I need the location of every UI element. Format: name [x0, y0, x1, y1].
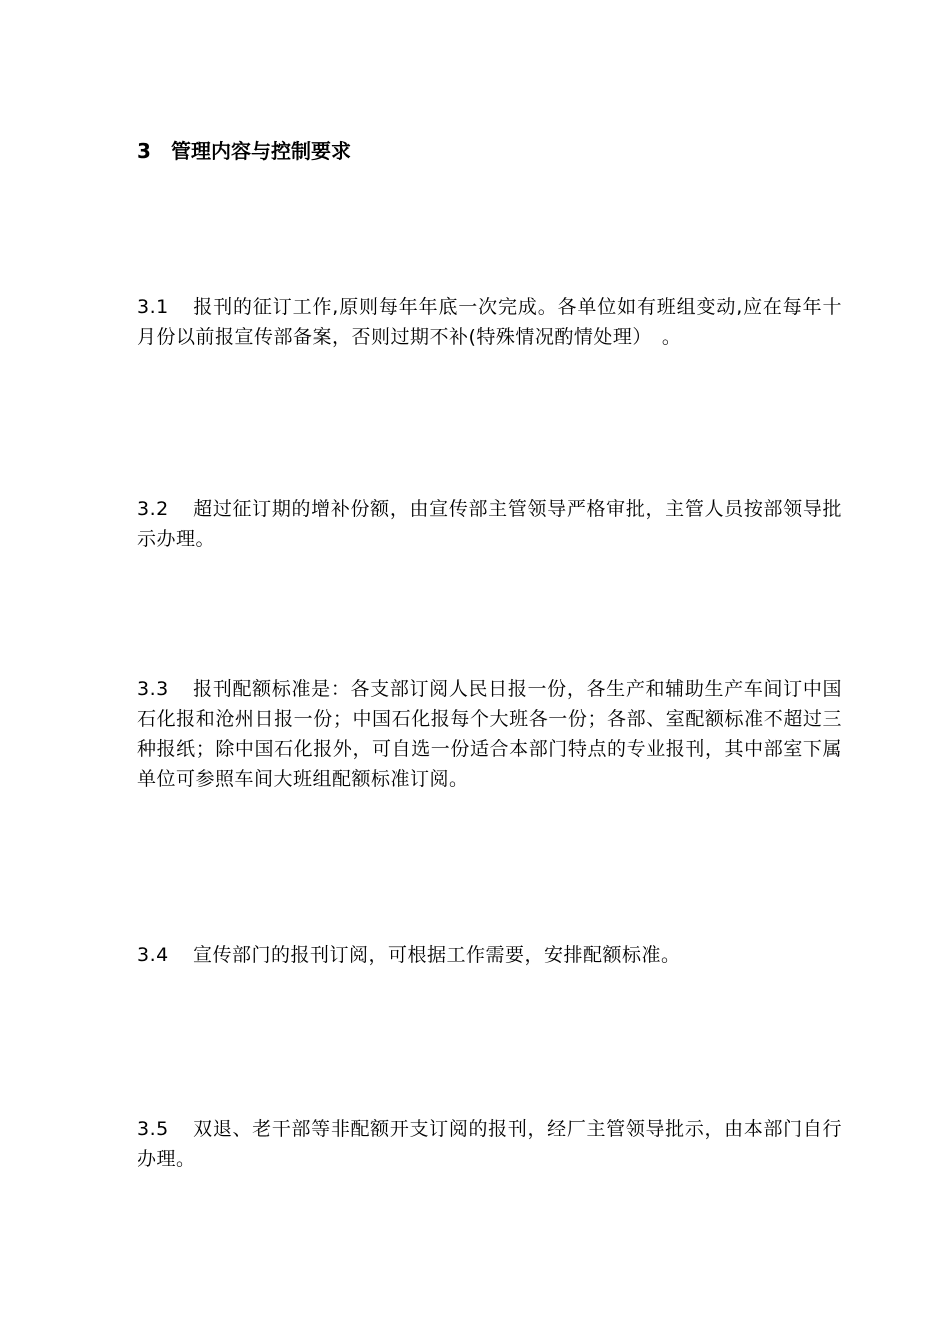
clause-number: 3.1 — [137, 296, 169, 318]
section-heading — [137, 136, 351, 166]
section-title: 管理内容与控制要求 — [171, 139, 351, 163]
clause-text: 报刊的征订工作,原则每年年底一次完成。各单位如有班组变动,应在每年十月份以前报宣传部备案，否则过期不补(特殊情况酌情处理） 。 — [137, 296, 842, 348]
clause-number: 3.4 — [137, 944, 169, 966]
clause-text: 报刊配额标准是：各支部订阅人民日报一份，各生产和辅助生产车间订中国石化报和沧州日报一份；中国石化报每个大班各一份；各部、室配额标准不超过三种报纸；除中国石化报外，可自选一份适合本部门特点的专业报刊，其中部室下属单位可参照车间大班组配额标准订阅。 — [137, 678, 842, 790]
clause-3-4 — [137, 940, 842, 970]
clause-number: 3.3 — [137, 678, 169, 700]
clause-3-5 — [137, 1114, 842, 1174]
clause-3-2 — [137, 494, 842, 554]
clause-text: 超过征订期的增补份额，由宣传部主管领导严格审批，主管人员按部领导批示办理。 — [137, 498, 842, 550]
clause-number: 3.2 — [137, 498, 169, 520]
clause-text: 双退、老干部等非配额开支订阅的报刊，经厂主管领导批示，由本部门自行办理。 — [137, 1118, 842, 1170]
clause-3-3 — [137, 674, 842, 794]
clause-number: 3.5 — [137, 1118, 169, 1140]
section-number: 3 — [137, 139, 151, 163]
clause-text: 宣传部门的报刊订阅，可根据工作需要，安排配额标准。 — [193, 944, 681, 966]
clause-3-1 — [137, 292, 842, 352]
